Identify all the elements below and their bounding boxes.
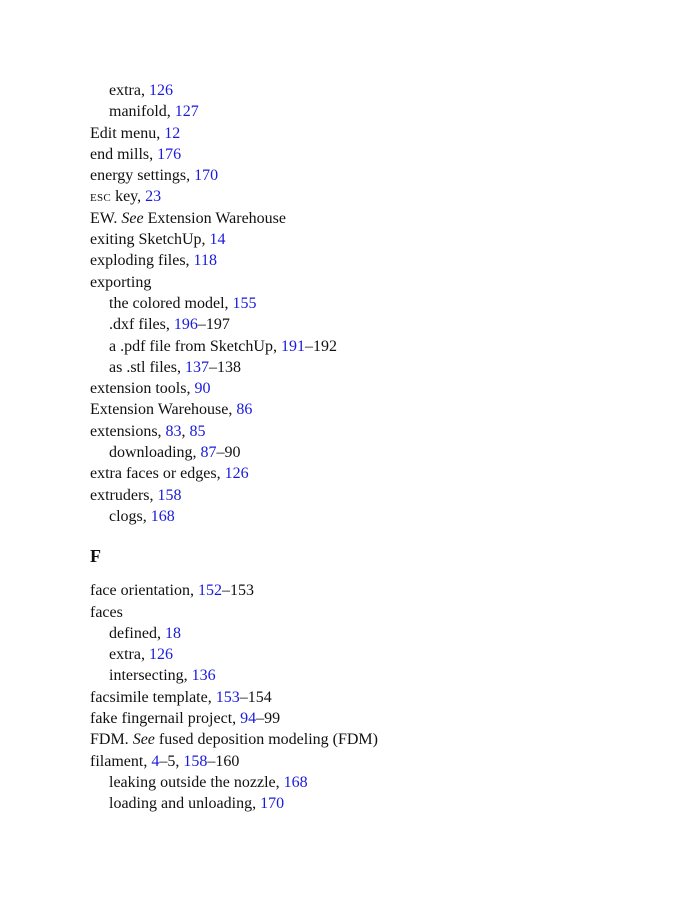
page-link[interactable]: 136 — [191, 667, 216, 685]
entry-label: leaking outside the nozzle, — [109, 773, 284, 791]
page-link[interactable]: 18 — [164, 624, 181, 642]
index-entry — [90, 250, 670, 271]
index-entry — [90, 399, 670, 420]
index-subentry — [90, 314, 670, 335]
see-reference: See — [132, 731, 155, 749]
index-subentry — [90, 772, 670, 793]
page-link[interactable]: 23 — [145, 188, 162, 206]
page-link[interactable]: 196 — [173, 316, 198, 334]
index-subentry — [90, 793, 670, 814]
index-subentry — [90, 623, 670, 644]
see-reference: See — [121, 209, 144, 227]
index-subentry — [90, 357, 670, 378]
entry-label: facsimile template, — [90, 688, 216, 706]
page-range-end: –138 — [209, 358, 241, 376]
entry-label: extruders, — [90, 486, 158, 504]
page-link[interactable]: 170 — [194, 167, 219, 185]
index-entry — [90, 751, 670, 772]
page-link[interactable]: 127 — [174, 103, 199, 121]
page-link[interactable]: 94 — [240, 710, 257, 728]
index-entry — [90, 378, 670, 399]
entry-label: extra faces or edges, — [90, 465, 225, 483]
see-target: Extension Warehouse — [143, 209, 286, 227]
entry-label: faces — [90, 603, 123, 621]
page-link[interactable]: 4 — [151, 752, 160, 770]
page-link[interactable]: 126 — [148, 82, 173, 99]
page-link[interactable]: 158 — [157, 486, 182, 504]
page-range-end: –90 — [216, 444, 241, 462]
page-link[interactable]: 176 — [157, 145, 182, 163]
page-range-end: –197 — [197, 316, 230, 334]
page-range-end: –192 — [304, 337, 337, 355]
index-subentry — [90, 506, 670, 527]
index-entry — [90, 580, 670, 601]
page-range-end: –5 — [159, 752, 176, 770]
page-link[interactable]: 158 — [183, 752, 208, 770]
page-range-end: –154 — [239, 688, 272, 706]
page-link[interactable]: 85 — [189, 422, 206, 440]
index-subentry — [90, 336, 670, 357]
page-link[interactable]: 86 — [236, 401, 253, 419]
index-entries-f — [90, 580, 670, 814]
page-link[interactable]: 191 — [280, 337, 305, 355]
entry-label: clogs, — [109, 507, 151, 525]
entry-label: fake fingernail project, — [90, 710, 241, 728]
entry-label: downloading, — [109, 444, 201, 462]
entry-label: exporting — [90, 273, 152, 291]
index-subentry — [90, 80, 670, 101]
separator: , — [181, 422, 190, 440]
index-subentry — [90, 442, 670, 463]
entry-label: Edit menu, — [90, 124, 165, 142]
index-subentry — [90, 665, 670, 686]
index-entry — [90, 123, 670, 144]
entry-label: a .pdf file from SketchUp, — [109, 337, 281, 355]
page-link[interactable]: 14 — [209, 231, 226, 249]
letter-heading: F — [90, 546, 101, 567]
page-link[interactable]: 152 — [197, 582, 222, 600]
entry-label: key, — [111, 188, 146, 206]
entry-label: .dxf files, — [109, 316, 174, 334]
page-link[interactable]: 87 — [200, 444, 217, 462]
page-range-end: –153 — [221, 582, 254, 600]
page-link[interactable]: 137 — [185, 358, 209, 376]
index-entry — [90, 272, 670, 293]
page-link[interactable]: 12 — [164, 124, 181, 142]
index-entry — [90, 165, 670, 186]
entry-label: Extension Warehouse, — [90, 401, 237, 419]
entry-label: filament, — [90, 752, 152, 770]
index-entry — [90, 485, 670, 506]
page-link[interactable]: 90 — [194, 380, 211, 398]
page-range-end: –99 — [256, 710, 281, 728]
entry-label: defined, — [109, 624, 165, 642]
page-link[interactable]: 155 — [232, 294, 257, 312]
entry-label: face orientation, — [90, 582, 198, 600]
entry-label: exiting SketchUp, — [90, 231, 210, 249]
entry-label: extra, — [109, 82, 149, 99]
index-entries-e — [90, 80, 670, 527]
page-link[interactable]: 168 — [283, 773, 308, 791]
index-entry — [90, 186, 670, 207]
index-entry — [90, 421, 670, 442]
entry-label: extensions, — [90, 422, 166, 440]
page-link[interactable]: 153 — [215, 688, 240, 706]
index-entry — [90, 708, 670, 729]
entry-label: manifold, — [109, 103, 175, 121]
separator: , — [175, 752, 184, 770]
index-entry — [90, 208, 670, 229]
index-subentry — [90, 293, 670, 314]
entry-label: energy settings, — [90, 167, 195, 185]
entry-label: EW. — [90, 209, 122, 227]
index-subentry — [90, 101, 670, 122]
entry-label: the colored model, — [109, 294, 233, 312]
index-entry — [90, 144, 670, 165]
see-target: fused deposition modeling (FDM) — [154, 731, 378, 749]
index-entry — [90, 729, 670, 750]
entry-label: intersecting, — [109, 667, 192, 685]
page-link[interactable]: 126 — [224, 465, 249, 483]
page-link[interactable]: 83 — [165, 422, 182, 440]
page-link[interactable]: 118 — [193, 252, 217, 270]
index-entry — [90, 463, 670, 484]
entry-label: FDM. — [90, 731, 133, 749]
entry-label: exploding files, — [90, 252, 194, 270]
index-entry — [90, 229, 670, 250]
entry-label: extra, — [109, 646, 149, 664]
small-caps-term: ESC — [90, 192, 112, 205]
index-subentry — [90, 644, 670, 665]
page-link[interactable]: 170 — [260, 795, 285, 813]
page-range-end: –160 — [207, 752, 240, 770]
entry-label: extension tools, — [90, 380, 195, 398]
entry-label: end mills, — [90, 145, 158, 163]
index-entry — [90, 687, 670, 708]
page-link[interactable]: 126 — [148, 646, 173, 664]
index-entry — [90, 602, 670, 623]
entry-label: as .stl files, — [109, 358, 185, 376]
index-page — [90, 80, 670, 815]
page-link[interactable]: 168 — [150, 507, 175, 525]
entry-label: loading and unloading, — [109, 795, 261, 813]
